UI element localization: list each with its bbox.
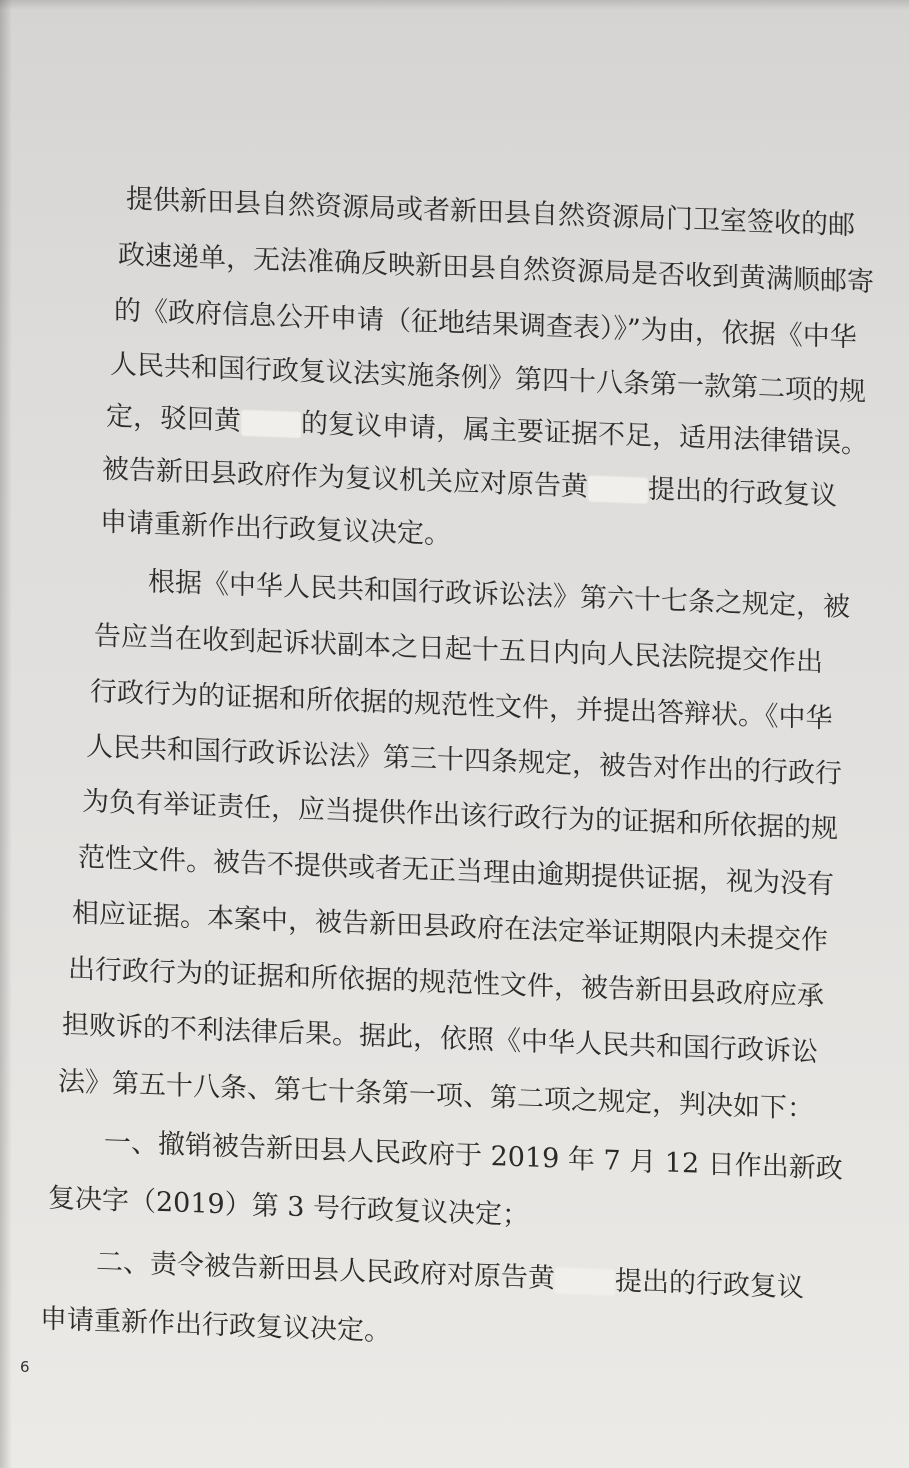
text-segment: 提出的行政复议 [615, 1265, 804, 1304]
text-line: 人民共和国行政诉讼法》第三十四条规定，被告对作出的行政行 [86, 731, 842, 790]
redacted-name [588, 475, 648, 503]
text-line: 行政行为的证据和所依据的规范性文件，并提出答辩状。《中华 [90, 676, 833, 735]
text-line: 提供新田县自然资源局或者新田县自然资源局门卫室签收的邮 [126, 183, 855, 242]
text-line: 出行政行为的证据和所依据的规范性文件，被告新田县政府应承 [68, 953, 824, 1013]
judgment-item: 复决字（2019）第 3 号行政复议决定； [48, 1182, 530, 1232]
text-line: 政速递单，无法准确反映新田县自然资源局是否收到黄满顺邮寄 [118, 239, 874, 299]
text-line: 告应当在收到起诉状副本之日起十五日内向人民法院提交作出 [94, 620, 823, 679]
judgment-item: 申请重新作出行政复议决定。 [40, 1303, 391, 1348]
text-line: 的《政府信息公开申请（征地结果调查表）》”为由，依据《中华 [114, 295, 857, 354]
text-segment: 的复议申请，属主要证据不足，适用法律错误。 [301, 408, 868, 460]
text-line: 相应证据。本案中，被告新田县政府在法定举证期限内未提交作 [72, 897, 828, 957]
text-line: 申请重新作出行政复议决定。 [100, 506, 451, 551]
text-line: 人民共和国行政复议法实施条例》第四十八条第一款第二项的规 [110, 349, 866, 408]
text-segment: 提出的行政复议 [648, 473, 837, 512]
page-number: 6 [20, 1358, 30, 1376]
judgment-item: 一、撤销被告新田县人民政府于 2019 年 7 月 12 日作出新政 [104, 1126, 843, 1185]
text-line: 范性文件。被告不提供或者无正当理由逾期提供证据，视为没有 [78, 841, 834, 901]
redacted-name [555, 1267, 615, 1295]
text-line: 担败诉的不利法律后果。据此，依照《中华人民共和国行政诉讼 [62, 1009, 818, 1068]
text-segment: 定，驳回黄 [106, 400, 241, 437]
text-line: 法》第五十八条、第七十条第一项、第二项之规定，判决如下： [58, 1066, 814, 1125]
text-segment: 二、责令被告新田县人民政府对原告黄 [96, 1246, 555, 1295]
text-line: 为负有举证责任，应当提供作出该行政行为的证据和所依据的规 [82, 786, 838, 845]
redacted-name [241, 409, 301, 437]
text-segment: 被告新田县政府作为复议机关应对原告黄 [102, 453, 588, 503]
judgment-item [96, 1240, 804, 1305]
text-line: 根据《中华人民共和国行政诉讼法》第六十七条之规定，被 [148, 566, 850, 624]
